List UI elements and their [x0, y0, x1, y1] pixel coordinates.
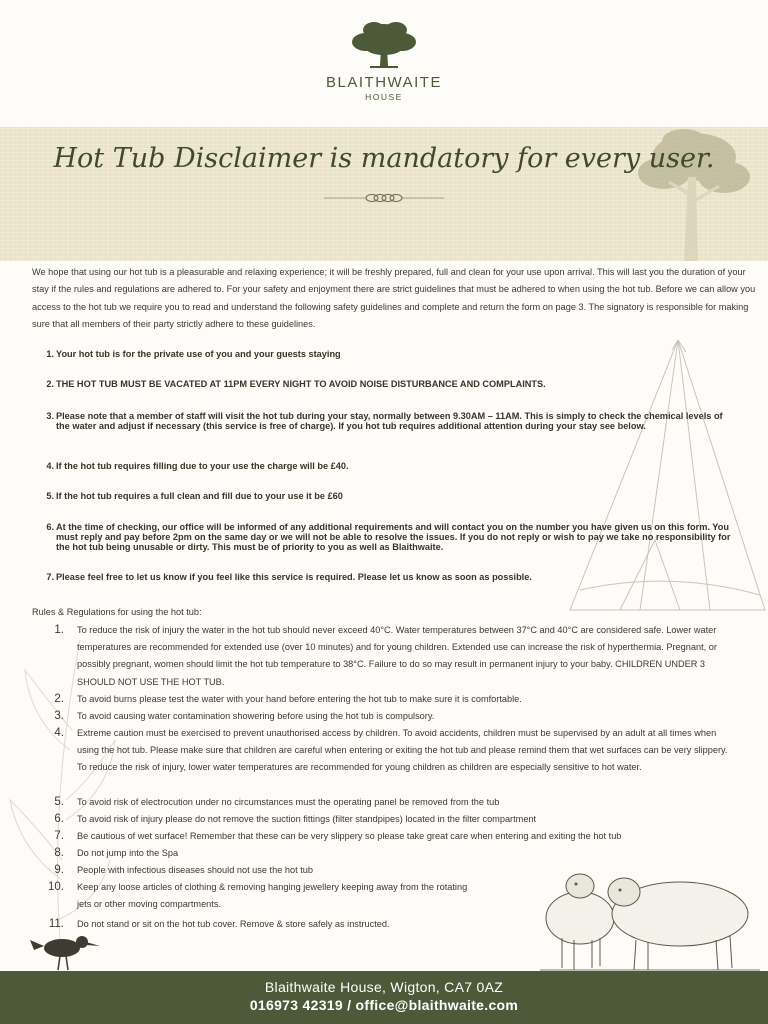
rule-item	[44, 828, 734, 845]
rule-text: Do not jump into the Spa	[77, 848, 179, 858]
rule-item	[44, 691, 734, 708]
rule-text: To avoid risk of electrocution under no circumstances must the operating panel be removed from the tub	[77, 797, 500, 807]
oak-tree-icon	[344, 18, 424, 72]
term-text: At the time of checking, our office will be informed of any additional requirements and will contact you on the number you have given us on this form. You must reply and pay before 2pm on the same day or we will not be able to resolve the issues. If you do not reply or wish to pay we take no responsibility for the hot tub being unusable or dirty. This must be of priority to you as well as Blaithwaite.	[56, 522, 731, 552]
rule-text: To avoid risk of injury please do not remove the suction fittings (filter standpipes) located in the filter compartment	[77, 814, 537, 824]
rule-text: To avoid causing water contamination showering before using the hot tub is compulsory.	[77, 711, 435, 721]
rule-number: 9.	[54, 864, 64, 876]
term-item	[42, 349, 732, 359]
term-text: If the hot tub requires filling due to your use the charge will be £40.	[56, 461, 349, 471]
rule-item	[44, 879, 734, 913]
term-item	[42, 379, 732, 389]
title-banner	[0, 127, 768, 261]
rules-heading: Rules & Regulations for using the hot tub:	[32, 607, 202, 617]
footer-contact: 016973 42319 / office@blaithwaite.com	[249, 997, 519, 1013]
rule-text: Keep any loose articles of clothing & removing hanging jewellery keeping away from the rotating jets or other moving compartments.	[77, 882, 468, 910]
rule-number: 1.	[54, 624, 64, 636]
term-item	[42, 572, 732, 582]
term-text: THE HOT TUB MUST BE VACATED AT 11PM EVERY NIGHT TO AVOID NOISE DISTURBANCE AND COMPLAINTS.	[56, 379, 546, 389]
rule-item	[44, 862, 734, 879]
rule-text: Do not stand or sit on the hot tub cover. Remove & store safely as instructed.	[77, 919, 390, 929]
term-item	[42, 522, 732, 552]
term-number: 4.	[46, 461, 54, 471]
rule-number: 4.	[54, 727, 64, 739]
term-text: Your hot tub is for the private use of you and your guests staying	[56, 349, 341, 359]
brand-name: BLAITHWAITE	[326, 74, 442, 91]
page-title: Hot Tub Disclaimer is mandatory for every user.	[53, 143, 715, 174]
term-item	[42, 491, 732, 501]
term-number: 6.	[46, 522, 54, 532]
term-number: 5.	[46, 491, 54, 501]
intro-paragraph: We hope that using our hot tub is a pleasurable and relaxing experience; it will be freshly prepared, full and clean for your use upon arrival. This will last you the duration of your stay if the rules and regulations are adhered to. For your safety and enjoyment there are strict guidelines that must be adhered to when using the hot tub. Before we can allow you access to the hot tub we require you to read and understand the following safety guidelines and complete and return the form on page 3. The signatory is responsible for making sure that all members of their party strictly adhere to these guidelines.	[32, 267, 756, 329]
rule-item	[44, 845, 734, 862]
term-text: Please feel free to let us know if you feel like this service is required. Please let us know as soon as possible.	[56, 572, 532, 582]
footer-address: Blaithwaite House, Wigton, CA7 0AZ	[264, 979, 504, 995]
rule-item	[44, 725, 734, 777]
rule-number: 10.	[48, 881, 64, 893]
term-number: 3.	[46, 411, 54, 421]
rule-number: 3.	[54, 710, 64, 722]
brand-subtitle: HOUSE	[365, 92, 403, 102]
footer	[0, 971, 768, 1024]
divider-ornament	[324, 191, 444, 205]
term-number: 2.	[46, 379, 54, 389]
bird-illustration	[30, 930, 110, 972]
term-number: 7.	[46, 572, 54, 582]
rule-number: 5.	[54, 796, 64, 808]
rule-item	[44, 708, 734, 725]
rule-item	[44, 811, 734, 828]
term-number: 1.	[46, 349, 54, 359]
rule-text: To reduce the risk of injury the water in the hot tub should never exceed 40°C. Water temperatures between 37°C and 40°C are considered safe. Lower water temperatures are recommended for extended use (over 10 minutes) and for young children. Extended use can increase the risk of hyperthermia. Pregnant, or possibly pregnant, women should limit the hot tub temperature to 38°C. Failure to do so may result in permanent injury to your baby. CHILDREN UNDER 3 SHOULD NOT USE THE HOT TUB.	[77, 625, 717, 687]
term-text: If the hot tub requires a full clean and fill due to your use it be £60	[56, 491, 343, 501]
term-item	[42, 411, 732, 431]
rule-text: People with infectious diseases should not use the hot tub	[77, 865, 313, 875]
term-item	[42, 461, 732, 471]
term-text: Please note that a member of staff will visit the hot tub during your stay, normally between 9.30AM – 11AM. This is simply to check the chemical levels of the water and adjust if necessary (this service is free of charge). If you hot tub requires additional attention during your stay see below.	[56, 411, 723, 431]
rule-number: 2.	[54, 693, 64, 705]
rule-text: Extreme caution must be exercised to prevent unauthorised access by children. To avoid accidents, children must be supervised by an adult at all times when using the hot tub. Please make sure that children are careful when entering or exiting the hot tub and please remind them that wet surfaces can be very slippery. To reduce the risk of injury, lower water temperatures are recommended for young children as children are especially sensitive to hot water.	[77, 728, 728, 773]
rule-text: To avoid burns please test the water with your hand before entering the hot tub to make sure it is comfortable.	[77, 694, 522, 704]
rule-item	[44, 794, 734, 811]
rule-item	[44, 622, 734, 691]
rule-number: 11.	[48, 918, 64, 930]
rule-number: 8.	[54, 847, 64, 859]
rule-item	[44, 916, 734, 933]
rule-text: Be cautious of wet surface! Remember that these can be very slippery so please take great care when entering and exiting the hot tub	[77, 831, 622, 841]
rule-number: 6.	[54, 813, 64, 825]
logo	[0, 18, 768, 102]
rule-number: 7.	[54, 830, 64, 842]
